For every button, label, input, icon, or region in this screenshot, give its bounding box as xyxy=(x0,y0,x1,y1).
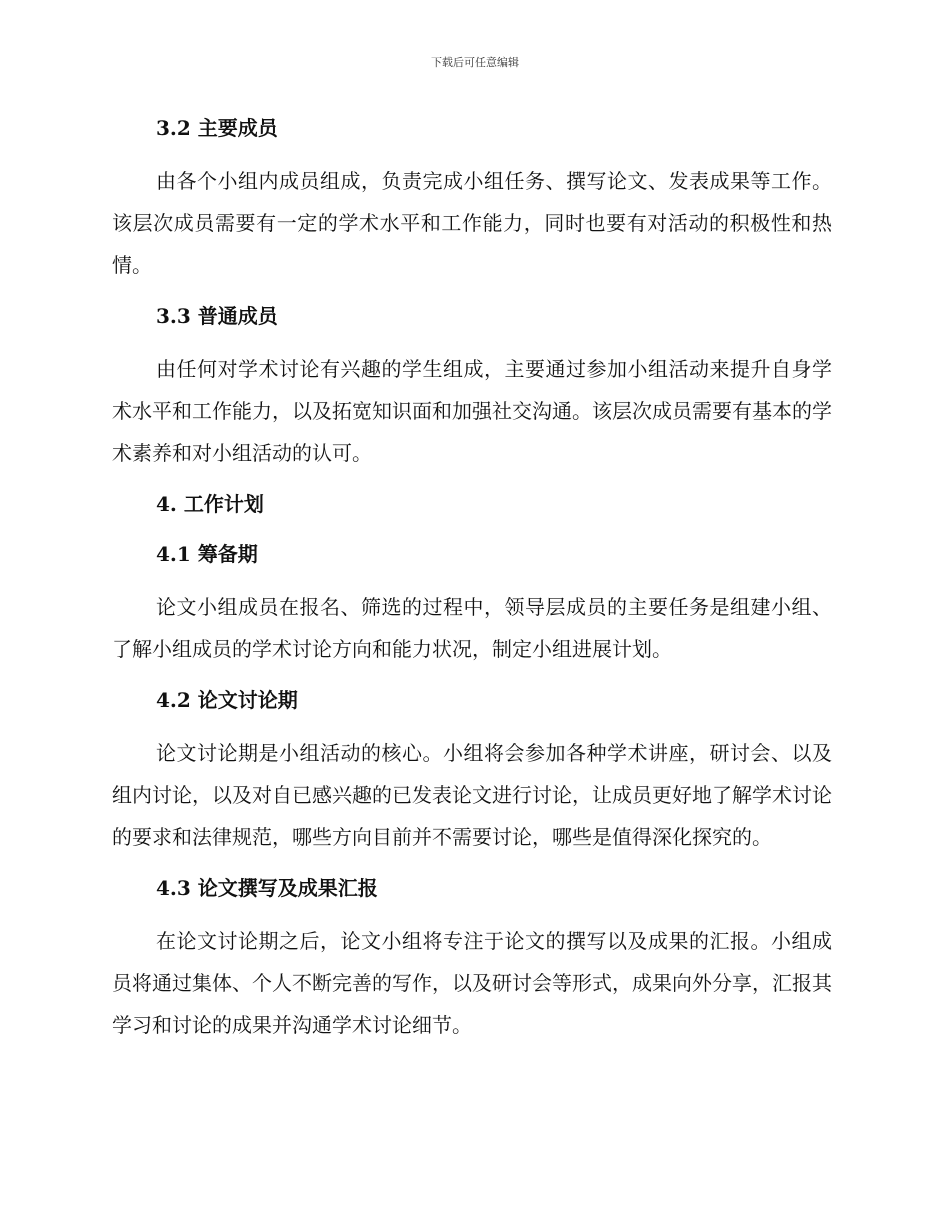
section-heading-3-3: 3.3 普通成员 xyxy=(156,304,278,328)
section-heading-4-2: 4.2 论文讨论期 xyxy=(156,688,298,712)
section-paragraph-4-2: 论文讨论期是小组活动的核心。小组将会参加各种学术讲座，研讨会、以及组内讨论，以及对自已感兴趣的已发表论文进行讨论，让成员更好地了解学术讨论的要求和法律规范，哪些方向目前并不需要讨论，哪些是值得深化探究的。 xyxy=(112,741,832,849)
document-body xyxy=(112,110,832,1046)
page-header-note: 下载后可任意编辑 xyxy=(431,56,519,69)
section-heading-3-2: 3.2 主要成员 xyxy=(156,116,278,140)
section-paragraph-4-3: 在论文讨论期之后，论文小组将专注于论文的撰写以及成果的汇报。小组成员将通过集体、个人不断完善的写作，以及研讨会等形式，成果向外分享，汇报其学习和讨论的成果并沟通学术讨论细节。 xyxy=(112,929,832,1037)
section-paragraph-4-1: 论文小组成员在报名、筛选的过程中，领导层成员的主要任务是组建小组、了解小组成员的学术讨论方向和能力状况，制定小组进展计划。 xyxy=(112,595,832,661)
section-paragraph-3-2: 由各个小组内成员组成，负责完成小组任务、撰写论文、发表成果等工作。该层次成员需要有一定的学术水平和工作能力，同时也要有对活动的积极性和热情。 xyxy=(112,169,832,277)
section-paragraph-3-3: 由任何对学术讨论有兴趣的学生组成，主要通过参加小组活动来提升自身学术水平和工作能力，以及拓宽知识面和加强社交沟通。该层次成员需要有基本的学术素养和对小组活动的认可。 xyxy=(112,357,832,465)
section-heading-4-3: 4.3 论文撰写及成果汇报 xyxy=(156,876,378,900)
section-heading-4: 4. 工作计划 xyxy=(156,492,264,516)
section-heading-4-1: 4.1 筹备期 xyxy=(156,542,258,566)
